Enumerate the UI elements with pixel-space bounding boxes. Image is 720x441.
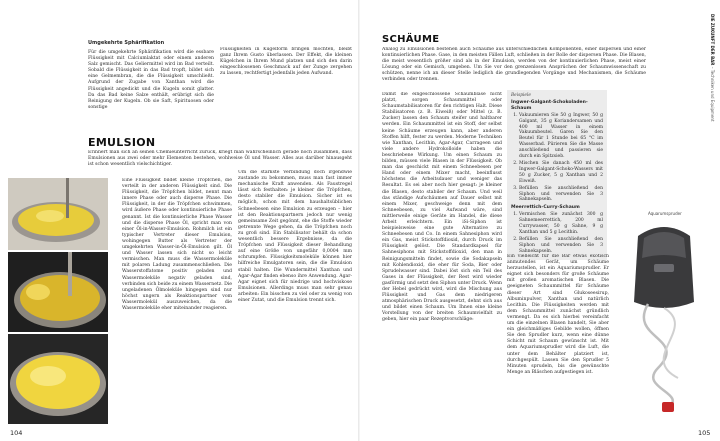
paragraph: Erinnert man sich an seinen Chemieunterricht zurück, kriegt man wahrscheinlich gerade noch zusammen, dass Emulsionen aus zwei oder mehr Elementen bestehen, wohlweise Öl und Wasser. Alles aus darüber hinausgeht ist schon wesentlich vielschichtiger. — [88, 150, 352, 168]
recipe-steps-horseradish — [511, 212, 603, 254]
recipe-title-horseradish: Meerrettich-Curry-Schaum — [511, 205, 580, 211]
pot-image — [8, 334, 108, 424]
paragraph: Eine Flüssigkeit bildet kleine Tröpfchen, die verteilt in der anderen Flüssigkeit sind. Die Flüssigkeit, die Tröpfchen bildet, nennt man innere Phase oder auch disperse Phase. Die Flüssigkeit, in der die Tröpfchen schwimmen, wird äußere Phase oder kontinuierliche Phase genannt. Ist die kontinuierliche Phase Wasser und die disperse Phase Öl, spricht man von einer Öl-in-Wasser-Emulsion. Rohmilch ist ein typischer Vertreter dieser Emulsion, wohingegen Butter als Vertreter der umgekehrten Wasser-in-Öl-Emulsion gilt. Öl und Wasser lassen sich nicht so leicht vermischen. Man muss die Wassermoleküle mit polaren Ladung zusammenschließen. Die Wasserstoffatome positiv geladen und Wassermoleküle negativ geladen sind, verbinden sich beide zu einem Wassernetz. Die ungeladenen Ölmoleküle hingegen sind nur höchst ungern als Reaktionspartner vom Wassermolekül auszuweichen, da die Wassermoleküle eher miteinander reagieren. — [122, 178, 232, 311]
schaeume-intro — [382, 47, 646, 87]
recipe-tag: Beispiele — [511, 93, 531, 98]
paragraph: Um die stärkste Verbindung doch irgendwie zustande zu bekommen, muss man fast immer mechanische Kraft anwenden. Als Faustregel lässt sich festhalten: je kleiner die Tröpfchen, desto stabiler die Emulsion. Sicher ist es möglich, schon mit dem haushaltsüblichen Schneebesen eine Emulsion zu erzeugen – hier ist den Reaktionspartnern jedoch nur wenig gemeinsame Zeit gegönnt, ehe die Stoffe wieder getrennte Wege gehen, da die Tröpfchen noch zu groß sind. Ein Stabilisator behält da schon wesentlich bessere Ergebnisse, da die Tröpfchen und Flüssigkeit dieser Behandlung auf eine Größe von ungefähr 0,0004 mm schrumpfen. Flüssigkeitsmoleküle können hier hilfreiche Emulgatoren sein, die die Emulsion stabil halten. Die Wundermittel Xanthan und Agar-Agar finden ebenso ihre Anwendung. Agar-Agar eignet sich für niedrige und hochviskose Emulsionen. Allerdings muss man sehr genau arbeiten: Ein bisschen zu viel oder zu wenig von einer Zutat, und die Emulsion trennt sich. — [238, 170, 352, 303]
emulsion-col-a — [122, 178, 232, 315]
upper-col-1 — [88, 40, 214, 114]
paragraph: Flüssigkeiten in Kugelform bringen möchten, bleibt ganz Ihrem Gusto überlassen. Der Effekt, die kleinen Kügelchen in Ihrem Mund platzen und sich den darin eingeschlossenen Geschmack auf der Zunge zergehen zu lassen, rechtfertigt jedenfalls jeden Aufwand. — [220, 47, 352, 77]
running-head-text — [710, 14, 715, 122]
section-title-emulsion: EMULSION — [88, 136, 156, 149]
emulsion-intro — [88, 150, 352, 171]
pot-image — [8, 178, 108, 250]
photo-emulsion-step-1 — [8, 178, 108, 250]
upper-col-2 — [220, 47, 352, 80]
aquarium-sprudler-image — [618, 218, 710, 418]
running-head-bold: DIE ZUKUNFT DER BAR — [710, 14, 715, 66]
running-head — [707, 14, 717, 154]
page-number-right: 105 — [698, 429, 711, 437]
recipe-steps-ginger — [511, 113, 603, 204]
paragraph: Für die umgekehrte Sphärifikation wird die essbare Flüssigkeit mit Calciumlaktat oder einem anderen Salz gemischt. Das Geliermittel wird im Bad verteilt. Sobald die Flüssigkeit in das Bad tropft, bildet sich eine Gelmembran, die die Flüssigkeit umschließt. Aufgrund der Zugabe von Xanthan wird die Flüssigkeit angedickt und die Kugeln somit glatter. Da das Bad keine Salze enthält, erübrigt sich die Reinigung der Kugeln. Ob sie Saft, Spirituosen oder sonstige — [88, 50, 214, 110]
recipe-step: 3. Befüllen Sie anschließend den Siphon und verwenden Sie 3 Sahnekapseln. — [519, 186, 603, 204]
recipe-step: 2. Mischen Sie danach 450 ml des Ingwer-Galgant-Schoko-Wassers mit 50 g Zucker, 5 g Xanthan und 2 Eiweiß. — [519, 161, 603, 185]
running-head-rest: – Techniken und Equipment — [710, 66, 715, 122]
paragraph: Ein vielleicht für die Bar etwas exotisch anmutendes Gerät, um Schäume herzustellen, ist ein Aquariumsprudler. Er eignet sich besonders für große Schäume mit großen aromatischen Blasen. Die geeigneten Schaummittel für Schäume dieser Art sind Glukoseesirup, Albuminpulver, Xanthan und natürlich Lecithin. Die Flüssigkeiten werden mit dem Schaummittel zunächst gründlich vermengt. Da es sich hierbei vereinfacht um die einzelnen Blasen handelt, Sie aber ein gleichmäßiges Gebilde wollen, öffnen Sie den Sprudler kurz, wenn eine dünne Schicht mit Schaum gewünscht ist. Mit dem Aquariumsprudler wird die Luft, die unter dem Behälter platziert ist, durchgespült. Lassen Sie den Sprudler 5 Minuten sprudeln, bis die gewünschte Menge an Bläschen aufgestiegen ist. — [507, 254, 609, 375]
emulsion-col-b — [238, 170, 352, 307]
recipe-title-ginger: Ingwer-Galgant-Schokoladen-Schaum — [511, 99, 588, 111]
photo-emulsion-step-3 — [8, 334, 108, 424]
paragraph: Damit die eingeschlossene Schaumblase nicht platzt, sorgen Schaummittel oder Schaumstabilisatoren für den richtigen Halt. Diese Stabilisatoren (z. B. Eiweiß) oder Mittel (z. B. Zucker) lassen den Schaum steifer und haltbarer werden. Ein Schaummittel ist ein Stoff, der selbst keine Schäume erzeugen kann, aber anderen Stoffen hilft, fester zu werden. Moderne Techniken wie Xanthan, Lecithin, Agar-Agar, Carrageen und viele andere Hydrokolloide haben die beschriebene Wirkung. Um einen Schaum zu bilden, müssen viele Blasen in der Flüssigkeit. Ob man das geschickt mit einem Schneebesen per Hand oder einem Mixer macht, beeinflusst höchstens die Arbeitsdauer und weniger das Resultat. Es sei aber noch hier gesagt: je kleiner die Blasen, desto stabiler der Schaum. Und weil das ständige Aufschäumen auf Dauer selbst mit einem Mixer, geschweige denn mit dem Schneebesen, zu viel Aufwand wäre, sind mittlerweile einige Geräte im Handel, die diese Arbeit erleichtern. Ein iSi-Siphon ist beispielsweise eine gute Alternative zu Schneebesen und Co. In einem Sahnesiphon wird ein Gas, meist Stickstoffdioxid, durch Druck im Flüssigkeit gelöst. Die Standardkapsel für Sahnesiphons mit Stickstoffdioxid, den man in Reinigungsmitteln findet, sowie die Sodakapseln mit Kohlendioxid, die eher für Soda, Bier oder Sprudelwasser sind. Dabei löst sich ein Teil des Gases in der Flüssigkeit, der Rest wird wieder gasförmig und setzt den Siphon unter Druck. Wenn der Hebel gedrückt wird, wird die Mischung aus Flüssigkeit und Gas dem niedrigeren atmosphärischen Druck ausgesetzt, dehnt sich aus und bildet einen Schaum. Um Ihnen eine kleine Vorstellung von der breiten Schaumvielfalt zu geben, hier ein paar Rezeptvorschläge: — [382, 92, 502, 323]
recipe-step: 2. Befüllen Sie anschließend den Siphon und verwenden Sie 3 Sahnekapseln. — [519, 237, 603, 255]
recipe-box — [507, 90, 607, 260]
paragraph: Analog zu Emulsionen bestehen auch Schäume aus unterschiedlichen Komponenten, einer dispersen und einer kontinuierlichen Phase. Gase, in den meisten Fällen Luft, schließen in der Rolle der dispersen Phase. Die Blasen, die meist wesentlich größer sind als in der Emulsion, werden von der kontinuierlichen Phase, meist einer Lösung oder ein Gemisch, umgeben. Um Sie vor den grenzenlosen Ansprüchen der Schaumwissenschaft zu schützen, nenne ich an dieser Stelle lediglich die grundlegenden Vorgänge und Mechanismen, die Schäume verbinden oder trennen. — [382, 47, 646, 83]
recipe-step: 1. Vakuumieren Sie 50 g Ingwer, 50 g Galgant, 35 g Koriandersamen und 400 ml Wasser in einem Vakuumbeutel. Garen Sie den Beutel für 1 Stunde bei 65 °C im Wasserbad. Pürieren Sie die Masse anschließend und passieren sie durch ein Spitzsieb. — [519, 113, 603, 160]
subheading-reverse-spherification: Umgekehrte Sphärifikation — [88, 40, 165, 46]
aquarium-sprudler-text — [507, 254, 609, 414]
pot-image — [8, 252, 108, 332]
photo-emulsion-step-2 — [8, 252, 108, 332]
schaeume-body — [382, 92, 502, 414]
page-number-left: 104 — [10, 429, 23, 437]
recipe-step: 1. Vermischen Sie zunächst 300 g Sahnemeerrettich, 200 ml Currywasser, 50 g Sahne, 9 g Xanthan und 5 g Lecithin. — [519, 212, 603, 236]
image-caption: Aquarumspruder — [648, 211, 682, 216]
section-title-schaeume: SCHÄUME — [382, 34, 440, 45]
